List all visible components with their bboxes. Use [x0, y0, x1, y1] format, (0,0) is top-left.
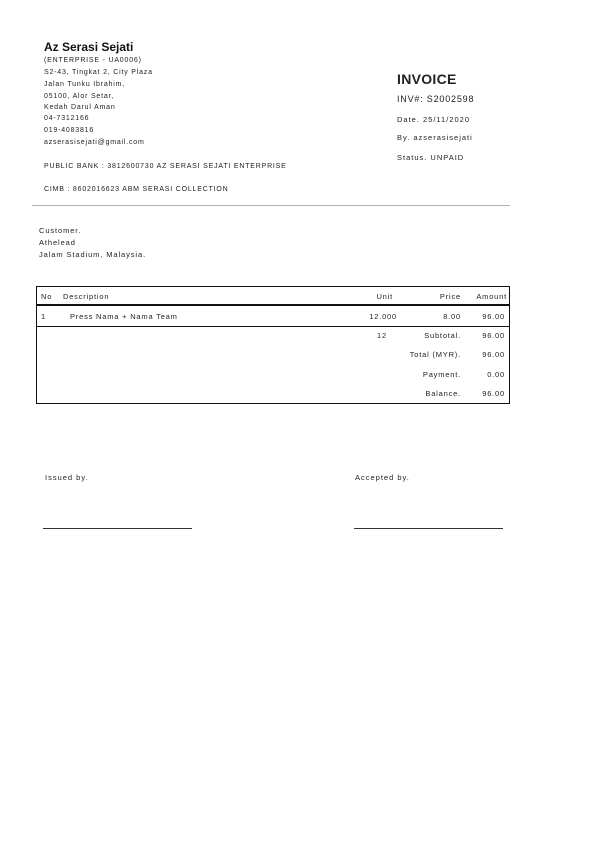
total-units: 12	[377, 331, 387, 340]
customer-label: Customer.	[39, 226, 82, 235]
bank-cimb: CIMB : 8602016623 ABM SERASI COLLECTION	[44, 186, 229, 193]
issued-by-signature-line	[43, 528, 192, 529]
invoice-title: INVOICE	[397, 71, 457, 87]
table-header	[37, 287, 509, 306]
total-value: 96.00	[482, 350, 505, 359]
balance-label: Balance.	[425, 389, 461, 398]
items-table	[36, 286, 510, 404]
row-description: Press Nama + Nama Team	[70, 312, 178, 321]
issued-by-label: Issued by.	[45, 473, 89, 482]
invoice-date: Date. 25/11/2020	[397, 115, 470, 124]
row-amount: 96.00	[482, 312, 505, 321]
row-no: 1	[41, 312, 46, 321]
invoice-by: By. azserasisejati	[397, 133, 473, 142]
company-address-line: Kedah Darul Aman	[44, 104, 116, 111]
invoice-number: INV#: S2002598	[397, 94, 475, 104]
header-no: No	[41, 292, 53, 301]
header-divider	[32, 205, 510, 206]
company-phone: 04-7312166	[44, 115, 90, 122]
company-address-line: Jalan Tunku Ibrahim,	[44, 81, 125, 88]
company-address-line: S2-43, Tingkat 2, City Plaza	[44, 69, 153, 76]
invoice-status: Status. UNPAID	[397, 153, 465, 162]
accepted-by-label: Accepted by.	[355, 473, 410, 482]
row-divider	[37, 326, 509, 327]
header-price: Price	[439, 292, 461, 301]
company-name: Az Serasi Sejati	[44, 40, 134, 54]
customer-name: Athelead	[39, 238, 76, 247]
header-description: Description	[63, 292, 110, 301]
row-price: 8.00	[443, 312, 461, 321]
accepted-by-signature-line	[354, 528, 503, 529]
customer-address: Jalam Stadium, Malaysia.	[39, 250, 147, 259]
payment-label: Payment.	[422, 370, 461, 379]
header-unit: Unit	[376, 292, 393, 301]
total-label: Total (MYR).	[409, 350, 461, 359]
subtotal-value: 96.00	[482, 331, 505, 340]
subtotal-label: Subtotal.	[424, 331, 461, 340]
row-unit: 12.000	[369, 312, 397, 321]
balance-value: 96.00	[482, 389, 505, 398]
header-amount: Amount	[476, 292, 507, 301]
bank-public: PUBLIC BANK : 3812600730 AZ SERASI SEJATI ENTERPRISE	[44, 163, 287, 170]
company-address-line: 05100, Alor Setar,	[44, 93, 115, 100]
company-mobile: 019-4083816	[44, 127, 95, 134]
payment-value: 0.00	[487, 370, 505, 379]
company-registration: (ENTERPRISE - UA0006)	[44, 57, 142, 64]
company-email: azserasisejati@gmail.com	[44, 139, 145, 146]
